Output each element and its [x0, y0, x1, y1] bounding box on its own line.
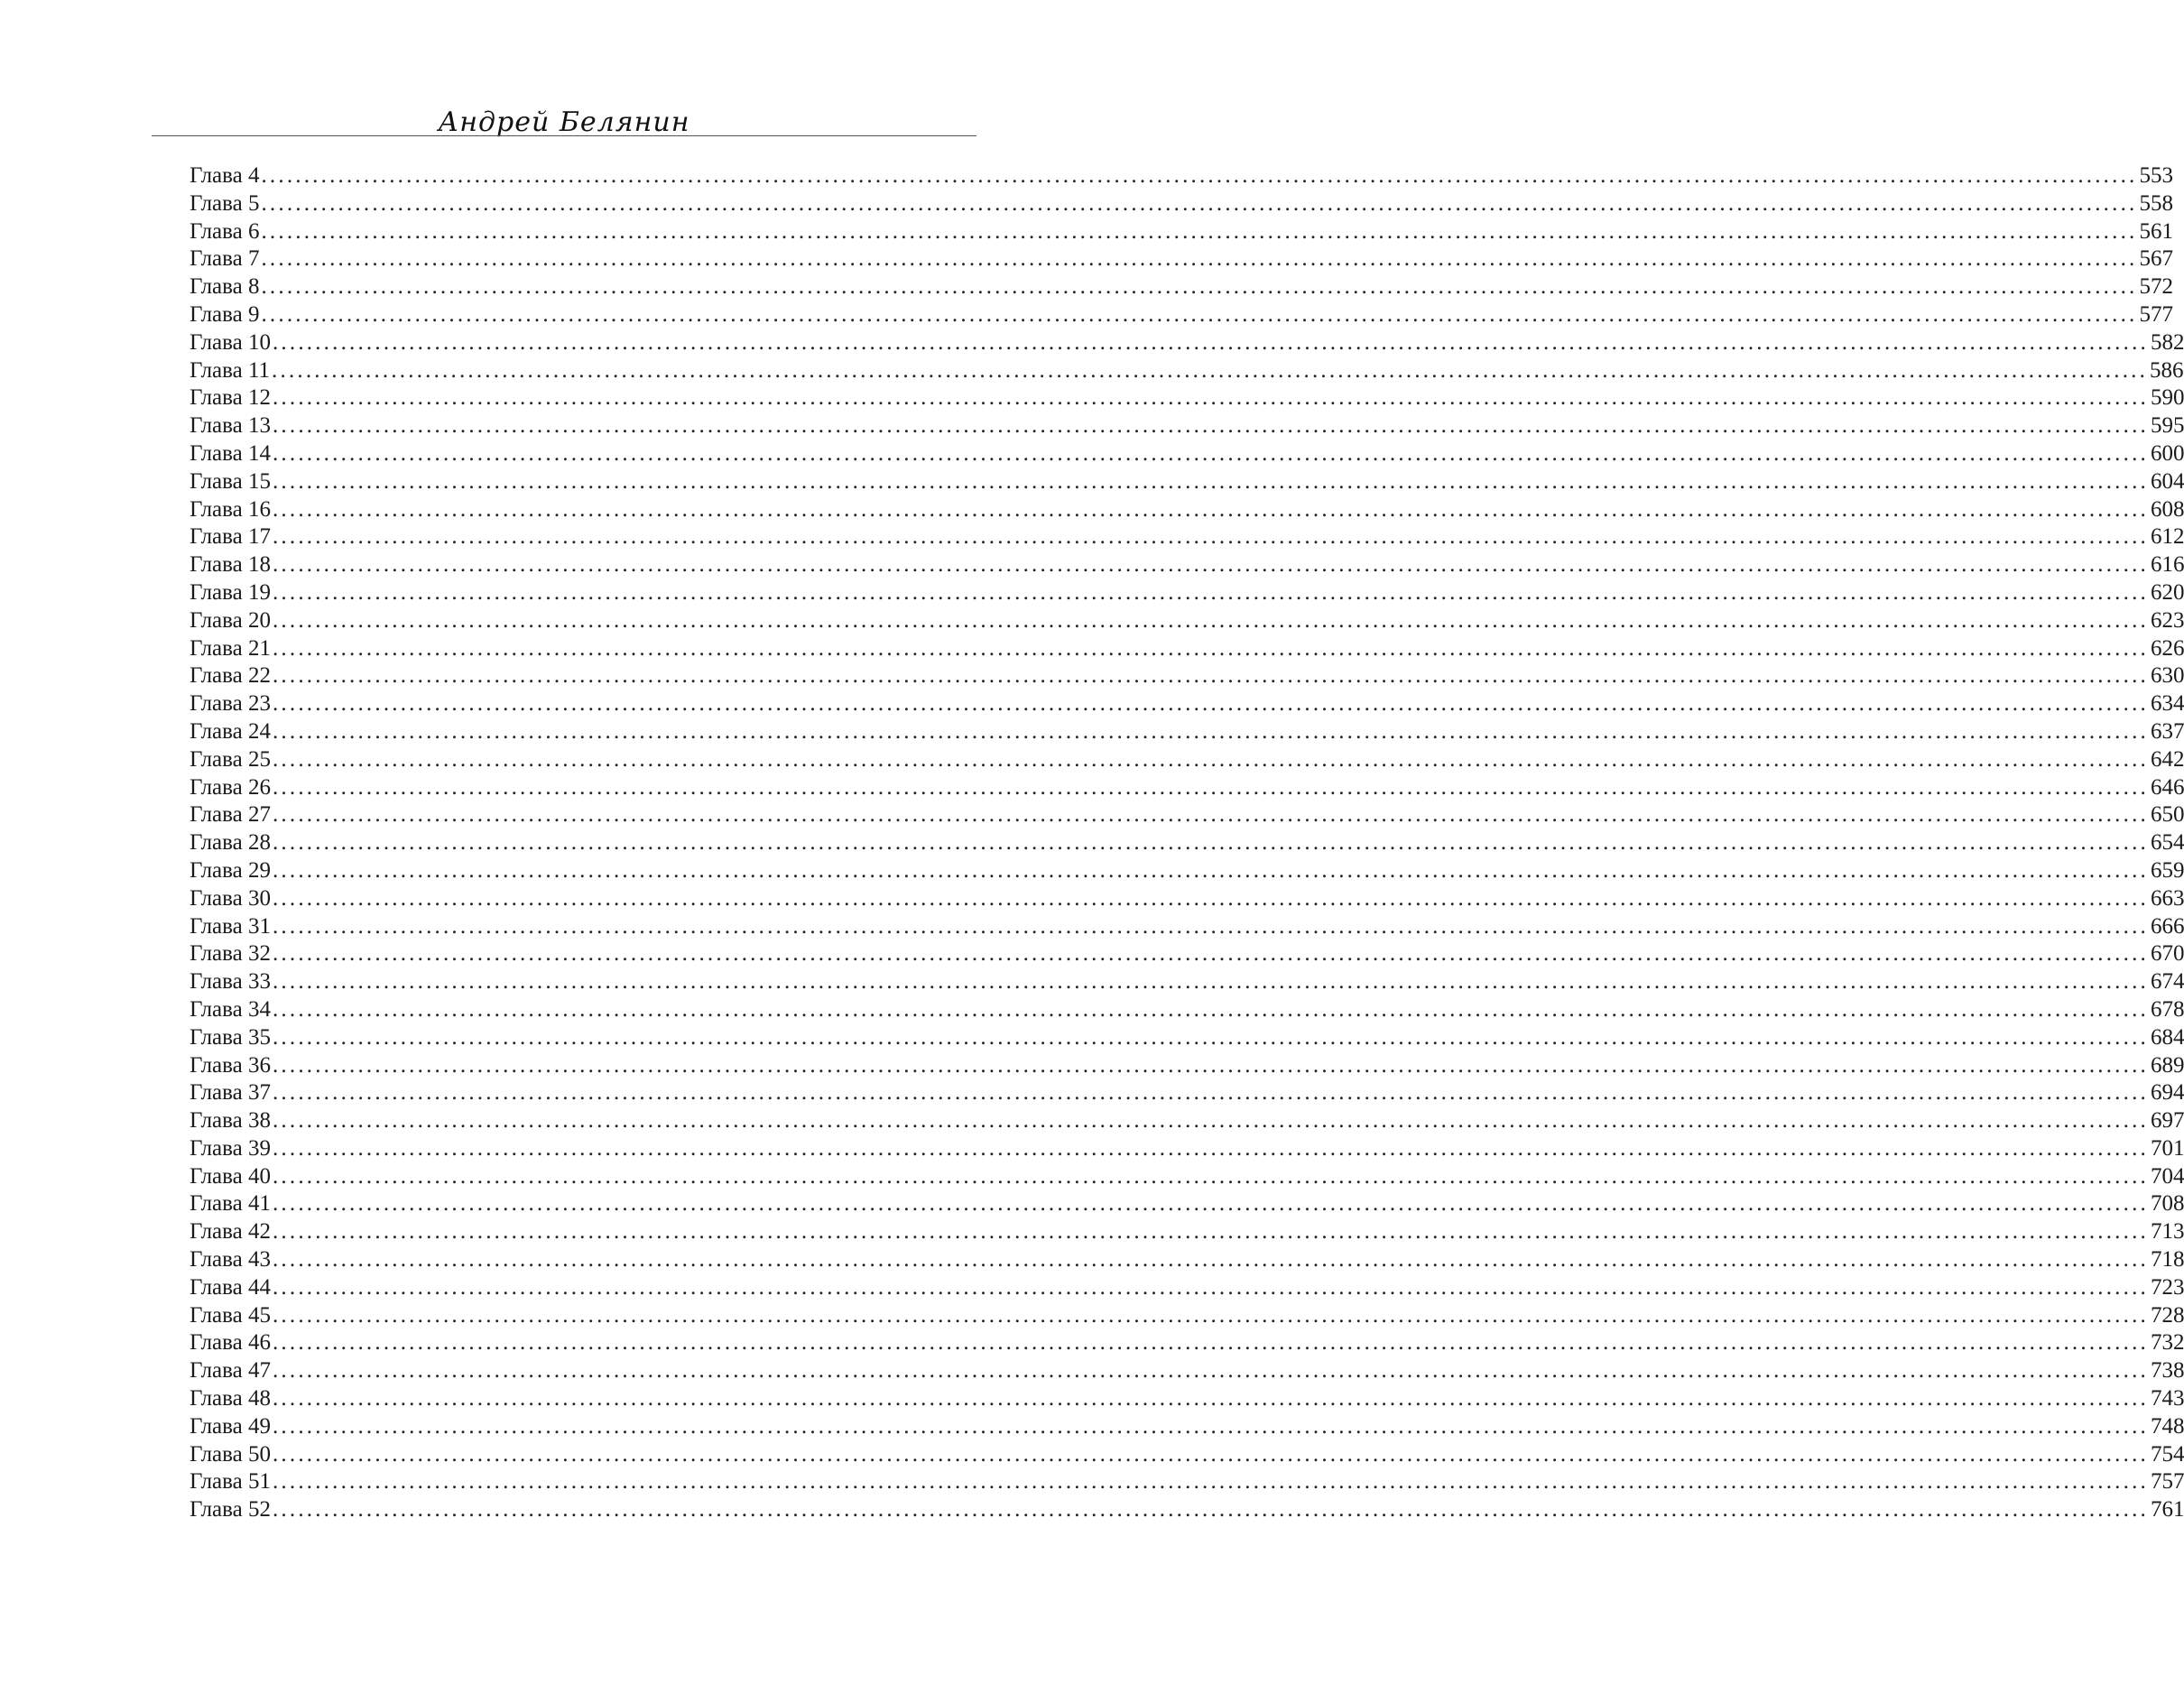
toc-entry-page-number: 630	[2150, 663, 2184, 689]
toc-entry	[190, 690, 2184, 718]
toc-dot-leader: ............................................................................................................................................................................................................................	[272, 635, 2149, 661]
toc-entry-label: Глава 21	[190, 635, 271, 661]
toc-entry	[190, 1135, 2184, 1163]
toc-entry-label: Глава 51	[190, 1469, 271, 1495]
toc-entry-page-number: 666	[2150, 913, 2184, 939]
toc-entry-label: Глава 12	[190, 385, 271, 411]
toc-dot-leader: ............................................................................................................................................................................................................................	[272, 413, 2149, 439]
toc-entry	[190, 245, 2173, 273]
toc-entry-page-number: 654	[2150, 830, 2184, 856]
toc-dot-leader: ............................................................................................................................................................................................................................	[272, 1247, 2149, 1273]
toc-entry-label: Глава 34	[190, 996, 271, 1022]
toc-entry-page-number: 590	[2150, 385, 2184, 411]
toc-dot-leader: ............................................................................................................................................................................................................................	[272, 830, 2149, 856]
toc-dot-leader: ............................................................................................................................................................................................................................	[272, 1108, 2149, 1134]
toc-dot-leader: ............................................................................................................................................................................................................................	[272, 691, 2149, 717]
toc-entry-label: Глава 13	[190, 413, 271, 439]
toc-entry-label: Глава 44	[190, 1274, 271, 1300]
toc-dot-leader: ............................................................................................................................................................................................................................	[272, 1358, 2149, 1384]
toc-entry-label: Глава 14	[190, 440, 271, 466]
toc-entry-page-number: 567	[2139, 246, 2173, 272]
toc-entry-label: Глава 28	[190, 830, 271, 856]
toc-entry	[190, 551, 2184, 579]
toc-entry-page-number: 754	[2150, 1441, 2184, 1467]
toc-entry-label: Глава 7	[190, 246, 260, 272]
toc-entry	[190, 162, 2173, 190]
toc-entry-page-number: 713	[2150, 1219, 2184, 1245]
toc-entry	[190, 384, 2184, 412]
toc-dot-leader: ............................................................................................................................................................................................................................	[261, 301, 2138, 327]
toc-dot-leader: ............................................................................................................................................................................................................................	[261, 246, 2138, 272]
toc-entry-label: Глава 18	[190, 552, 271, 578]
toc-dot-leader: ............................................................................................................................................................................................................................	[272, 913, 2149, 939]
toc-entry	[190, 885, 2184, 913]
toc-dot-leader: ............................................................................................................................................................................................................................	[272, 1163, 2149, 1189]
toc-entry-page-number: 723	[2150, 1274, 2184, 1300]
header-rule	[152, 135, 976, 136]
toc-dot-leader: ............................................................................................................................................................................................................................	[272, 885, 2149, 911]
toc-dot-leader: ............................................................................................................................................................................................................................	[272, 496, 2149, 522]
toc-entry-page-number: 689	[2150, 1052, 2184, 1078]
toc-dot-leader: ............................................................................................................................................................................................................................	[272, 357, 2149, 383]
toc-entry-label: Глава 43	[190, 1247, 271, 1273]
toc-entry-label: Глава 42	[190, 1219, 271, 1245]
toc-dot-leader: ............................................................................................................................................................................................................................	[272, 1441, 2149, 1467]
toc-dot-leader: ............................................................................................................................................................................................................................	[272, 1024, 2149, 1050]
toc-entry	[190, 1385, 2184, 1413]
toc-entry-label: Глава 4	[190, 163, 260, 188]
toc-entry	[190, 913, 2184, 941]
toc-entry	[190, 1302, 2184, 1330]
toc-dot-leader: ............................................................................................................................................................................................................................	[272, 746, 2149, 772]
toc-entry	[190, 1052, 2184, 1080]
toc-dot-leader: ............................................................................................................................................................................................................................	[272, 552, 2149, 578]
toc-entry-label: Глава 33	[190, 969, 271, 995]
toc-entry-page-number: 553	[2139, 163, 2173, 188]
toc-entry	[190, 857, 2184, 885]
toc-entry-page-number: 728	[2150, 1302, 2184, 1328]
toc-dot-leader: ............................................................................................................................................................................................................................	[272, 1469, 2149, 1495]
toc-entry-page-number: 595	[2150, 413, 2184, 439]
toc-entry	[190, 996, 2184, 1024]
toc-entry	[190, 440, 2184, 468]
toc-dot-leader: ............................................................................................................................................................................................................................	[272, 579, 2149, 605]
toc-entry-label: Глава 50	[190, 1441, 271, 1467]
toc-entry	[190, 607, 2184, 635]
toc-entry-page-number: 616	[2150, 552, 2184, 578]
toc-entry-label: Глава 46	[190, 1330, 271, 1356]
toc-entry-page-number: 558	[2139, 190, 2173, 216]
toc-entry-label: Глава 8	[190, 274, 260, 300]
toc-entry-page-number: 697	[2150, 1108, 2184, 1134]
toc-dot-leader: ............................................................................................................................................................................................................................	[272, 969, 2149, 995]
toc-entry	[190, 1107, 2184, 1135]
toc-entry-label: Глава 25	[190, 746, 271, 772]
toc-entry-label: Глава 22	[190, 663, 271, 689]
toc-entry	[190, 774, 2184, 802]
toc-dot-leader: ............................................................................................................................................................................................................................	[261, 163, 2138, 188]
toc-dot-leader: ............................................................................................................................................................................................................................	[272, 329, 2149, 355]
toc-entry-page-number: 678	[2150, 996, 2184, 1022]
toc-entry-page-number: 670	[2150, 941, 2184, 967]
toc-entry-label: Глава 35	[190, 1024, 271, 1050]
toc-entry-label: Глава 5	[190, 190, 260, 216]
toc-dot-leader: ............................................................................................................................................................................................................................	[272, 996, 2149, 1022]
toc-entry	[190, 1468, 2184, 1496]
toc-dot-leader: ............................................................................................................................................................................................................................	[272, 1302, 2149, 1328]
toc-entry-page-number: 626	[2150, 635, 2184, 661]
toc-entry-label: Глава 30	[190, 885, 271, 911]
toc-entry-label: Глава 27	[190, 802, 271, 828]
toc-entry	[190, 218, 2173, 246]
toc-dot-leader: ............................................................................................................................................................................................................................	[272, 524, 2149, 550]
toc-entry-page-number: 674	[2150, 969, 2184, 995]
toc-entry	[190, 273, 2173, 301]
toc-entry-page-number: 650	[2150, 802, 2184, 828]
toc-entry	[190, 829, 2184, 857]
toc-entry-page-number: 600	[2150, 440, 2184, 466]
toc-entry	[190, 940, 2184, 968]
toc-dot-leader: ............................................................................................................................................................................................................................	[261, 274, 2138, 300]
toc-entry-page-number: 701	[2150, 1135, 2184, 1161]
toc-entry-label: Глава 41	[190, 1191, 271, 1217]
toc-entry-page-number: 659	[2150, 857, 2184, 883]
toc-entry	[190, 523, 2184, 551]
toc-entry-label: Глава 32	[190, 941, 271, 967]
toc-entry-page-number: 761	[2150, 1497, 2184, 1523]
toc-dot-leader: ............................................................................................................................................................................................................................	[272, 1191, 2149, 1217]
toc-entry-page-number: 582	[2150, 329, 2184, 355]
toc-entry-label: Глава 36	[190, 1052, 271, 1078]
toc-entry	[190, 662, 2184, 690]
toc-entry	[190, 801, 2184, 829]
toc-dot-leader: ............................................................................................................................................................................................................................	[272, 941, 2149, 967]
toc-dot-leader: ............................................................................................................................................................................................................................	[261, 190, 2138, 216]
toc-entry	[190, 1024, 2184, 1052]
toc-entry	[190, 718, 2184, 746]
toc-entry-page-number: 572	[2139, 274, 2173, 300]
toc-entry	[190, 301, 2173, 329]
toc-entry-page-number: 732	[2150, 1330, 2184, 1356]
toc-entry-label: Глава 49	[190, 1413, 271, 1439]
toc-entry-page-number: 620	[2150, 579, 2184, 605]
toc-dot-leader: ............................................................................................................................................................................................................................	[261, 218, 2138, 244]
toc-dot-leader: ............................................................................................................................................................................................................................	[272, 1052, 2149, 1078]
toc-entry-page-number: 743	[2150, 1386, 2184, 1411]
toc-entry-page-number: 663	[2150, 885, 2184, 911]
toc-entry-page-number: 708	[2150, 1191, 2184, 1217]
toc-entry	[190, 1163, 2184, 1191]
toc-dot-leader: ............................................................................................................................................................................................................................	[272, 1080, 2149, 1106]
table-of-contents	[190, 162, 2184, 1524]
toc-dot-leader: ............................................................................................................................................................................................................................	[272, 774, 2149, 800]
toc-entry-label: Глава 11	[190, 357, 271, 383]
toc-entry	[190, 496, 2184, 524]
toc-entry-page-number: 577	[2139, 301, 2173, 327]
toc-entry-label: Глава 9	[190, 301, 260, 327]
toc-entry	[190, 412, 2184, 440]
toc-entry-label: Глава 37	[190, 1080, 271, 1106]
toc-entry-page-number: 634	[2150, 691, 2184, 717]
toc-entry-page-number: 738	[2150, 1358, 2184, 1384]
toc-dot-leader: ............................................................................................................................................................................................................................	[272, 1135, 2149, 1161]
toc-dot-leader: ............................................................................................................................................................................................................................	[272, 1330, 2149, 1356]
toc-entry-label: Глава 52	[190, 1497, 271, 1523]
toc-entry-page-number: 684	[2150, 1024, 2184, 1050]
toc-entry-page-number: 637	[2150, 718, 2184, 744]
toc-entry	[190, 1079, 2184, 1107]
toc-entry	[190, 635, 2184, 663]
toc-dot-leader: ............................................................................................................................................................................................................................	[272, 802, 2149, 828]
toc-entry-label: Глава 48	[190, 1386, 271, 1411]
toc-dot-leader: ............................................................................................................................................................................................................................	[272, 607, 2149, 633]
toc-dot-leader: ............................................................................................................................................................................................................................	[272, 385, 2149, 411]
toc-entry-page-number: 646	[2150, 774, 2184, 800]
toc-dot-leader: ............................................................................................................................................................................................................................	[272, 1413, 2149, 1439]
toc-dot-leader: ............................................................................................................................................................................................................................	[272, 663, 2149, 689]
toc-entry-label: Глава 45	[190, 1302, 271, 1328]
toc-entry	[190, 190, 2173, 218]
toc-entry	[190, 1441, 2184, 1469]
toc-entry	[190, 329, 2184, 357]
toc-entry	[190, 1496, 2184, 1524]
toc-entry-label: Глава 10	[190, 329, 271, 355]
toc-entry-page-number: 694	[2150, 1080, 2184, 1106]
toc-entry-page-number: 608	[2150, 496, 2184, 522]
toc-entry-label: Глава 20	[190, 607, 271, 633]
toc-entry-page-number: 604	[2150, 468, 2184, 494]
toc-entry-label: Глава 39	[190, 1135, 271, 1161]
toc-entry	[190, 357, 2184, 385]
toc-entry	[190, 468, 2184, 496]
toc-entry	[190, 1246, 2184, 1274]
toc-entry-page-number: 748	[2150, 1413, 2184, 1439]
toc-entry-label: Глава 17	[190, 524, 271, 550]
toc-entry-label: Глава 31	[190, 913, 271, 939]
toc-dot-leader: ............................................................................................................................................................................................................................	[272, 1274, 2149, 1300]
toc-entry-page-number: 623	[2150, 607, 2184, 633]
toc-entry-label: Глава 6	[190, 218, 260, 244]
toc-entry	[190, 1190, 2184, 1218]
toc-entry-label: Глава 38	[190, 1108, 271, 1134]
toc-entry	[190, 1329, 2184, 1357]
toc-entry-label: Глава 47	[190, 1358, 271, 1384]
toc-dot-leader: ............................................................................................................................................................................................................................	[272, 718, 2149, 744]
toc-dot-leader: ............................................................................................................................................................................................................................	[272, 1386, 2149, 1411]
toc-dot-leader: ............................................................................................................................................................................................................................	[272, 857, 2149, 883]
toc-dot-leader: ............................................................................................................................................................................................................................	[272, 1219, 2149, 1245]
toc-entry-page-number: 561	[2139, 218, 2173, 244]
toc-entry-label: Глава 19	[190, 579, 271, 605]
toc-entry-page-number: 642	[2150, 746, 2184, 772]
toc-entry	[190, 968, 2184, 996]
toc-entry-label: Глава 16	[190, 496, 271, 522]
toc-entry	[190, 1413, 2184, 1441]
toc-entry-page-number: 612	[2150, 524, 2184, 550]
toc-entry-page-number: 718	[2150, 1247, 2184, 1273]
toc-entry-label: Глава 40	[190, 1163, 271, 1189]
toc-entry	[190, 746, 2184, 774]
toc-entry	[190, 579, 2184, 607]
toc-entry-label: Глава 29	[190, 857, 271, 883]
toc-dot-leader: ............................................................................................................................................................................................................................	[272, 440, 2149, 466]
toc-entry-label: Глава 26	[190, 774, 271, 800]
toc-entry	[190, 1357, 2184, 1385]
running-header-author: Андрей Белянин	[438, 106, 690, 138]
toc-dot-leader: ............................................................................................................................................................................................................................	[272, 1497, 2149, 1523]
toc-entry-page-number: 704	[2150, 1163, 2184, 1189]
toc-dot-leader: ............................................................................................................................................................................................................................	[272, 468, 2149, 494]
toc-entry-label: Глава 24	[190, 718, 271, 744]
toc-entry-page-number: 757	[2150, 1469, 2184, 1495]
toc-entry-label: Глава 15	[190, 468, 271, 494]
toc-entry	[190, 1274, 2184, 1302]
toc-entry	[190, 1218, 2184, 1246]
toc-entry-page-number: 586	[2150, 357, 2184, 383]
toc-entry-label: Глава 23	[190, 691, 271, 717]
